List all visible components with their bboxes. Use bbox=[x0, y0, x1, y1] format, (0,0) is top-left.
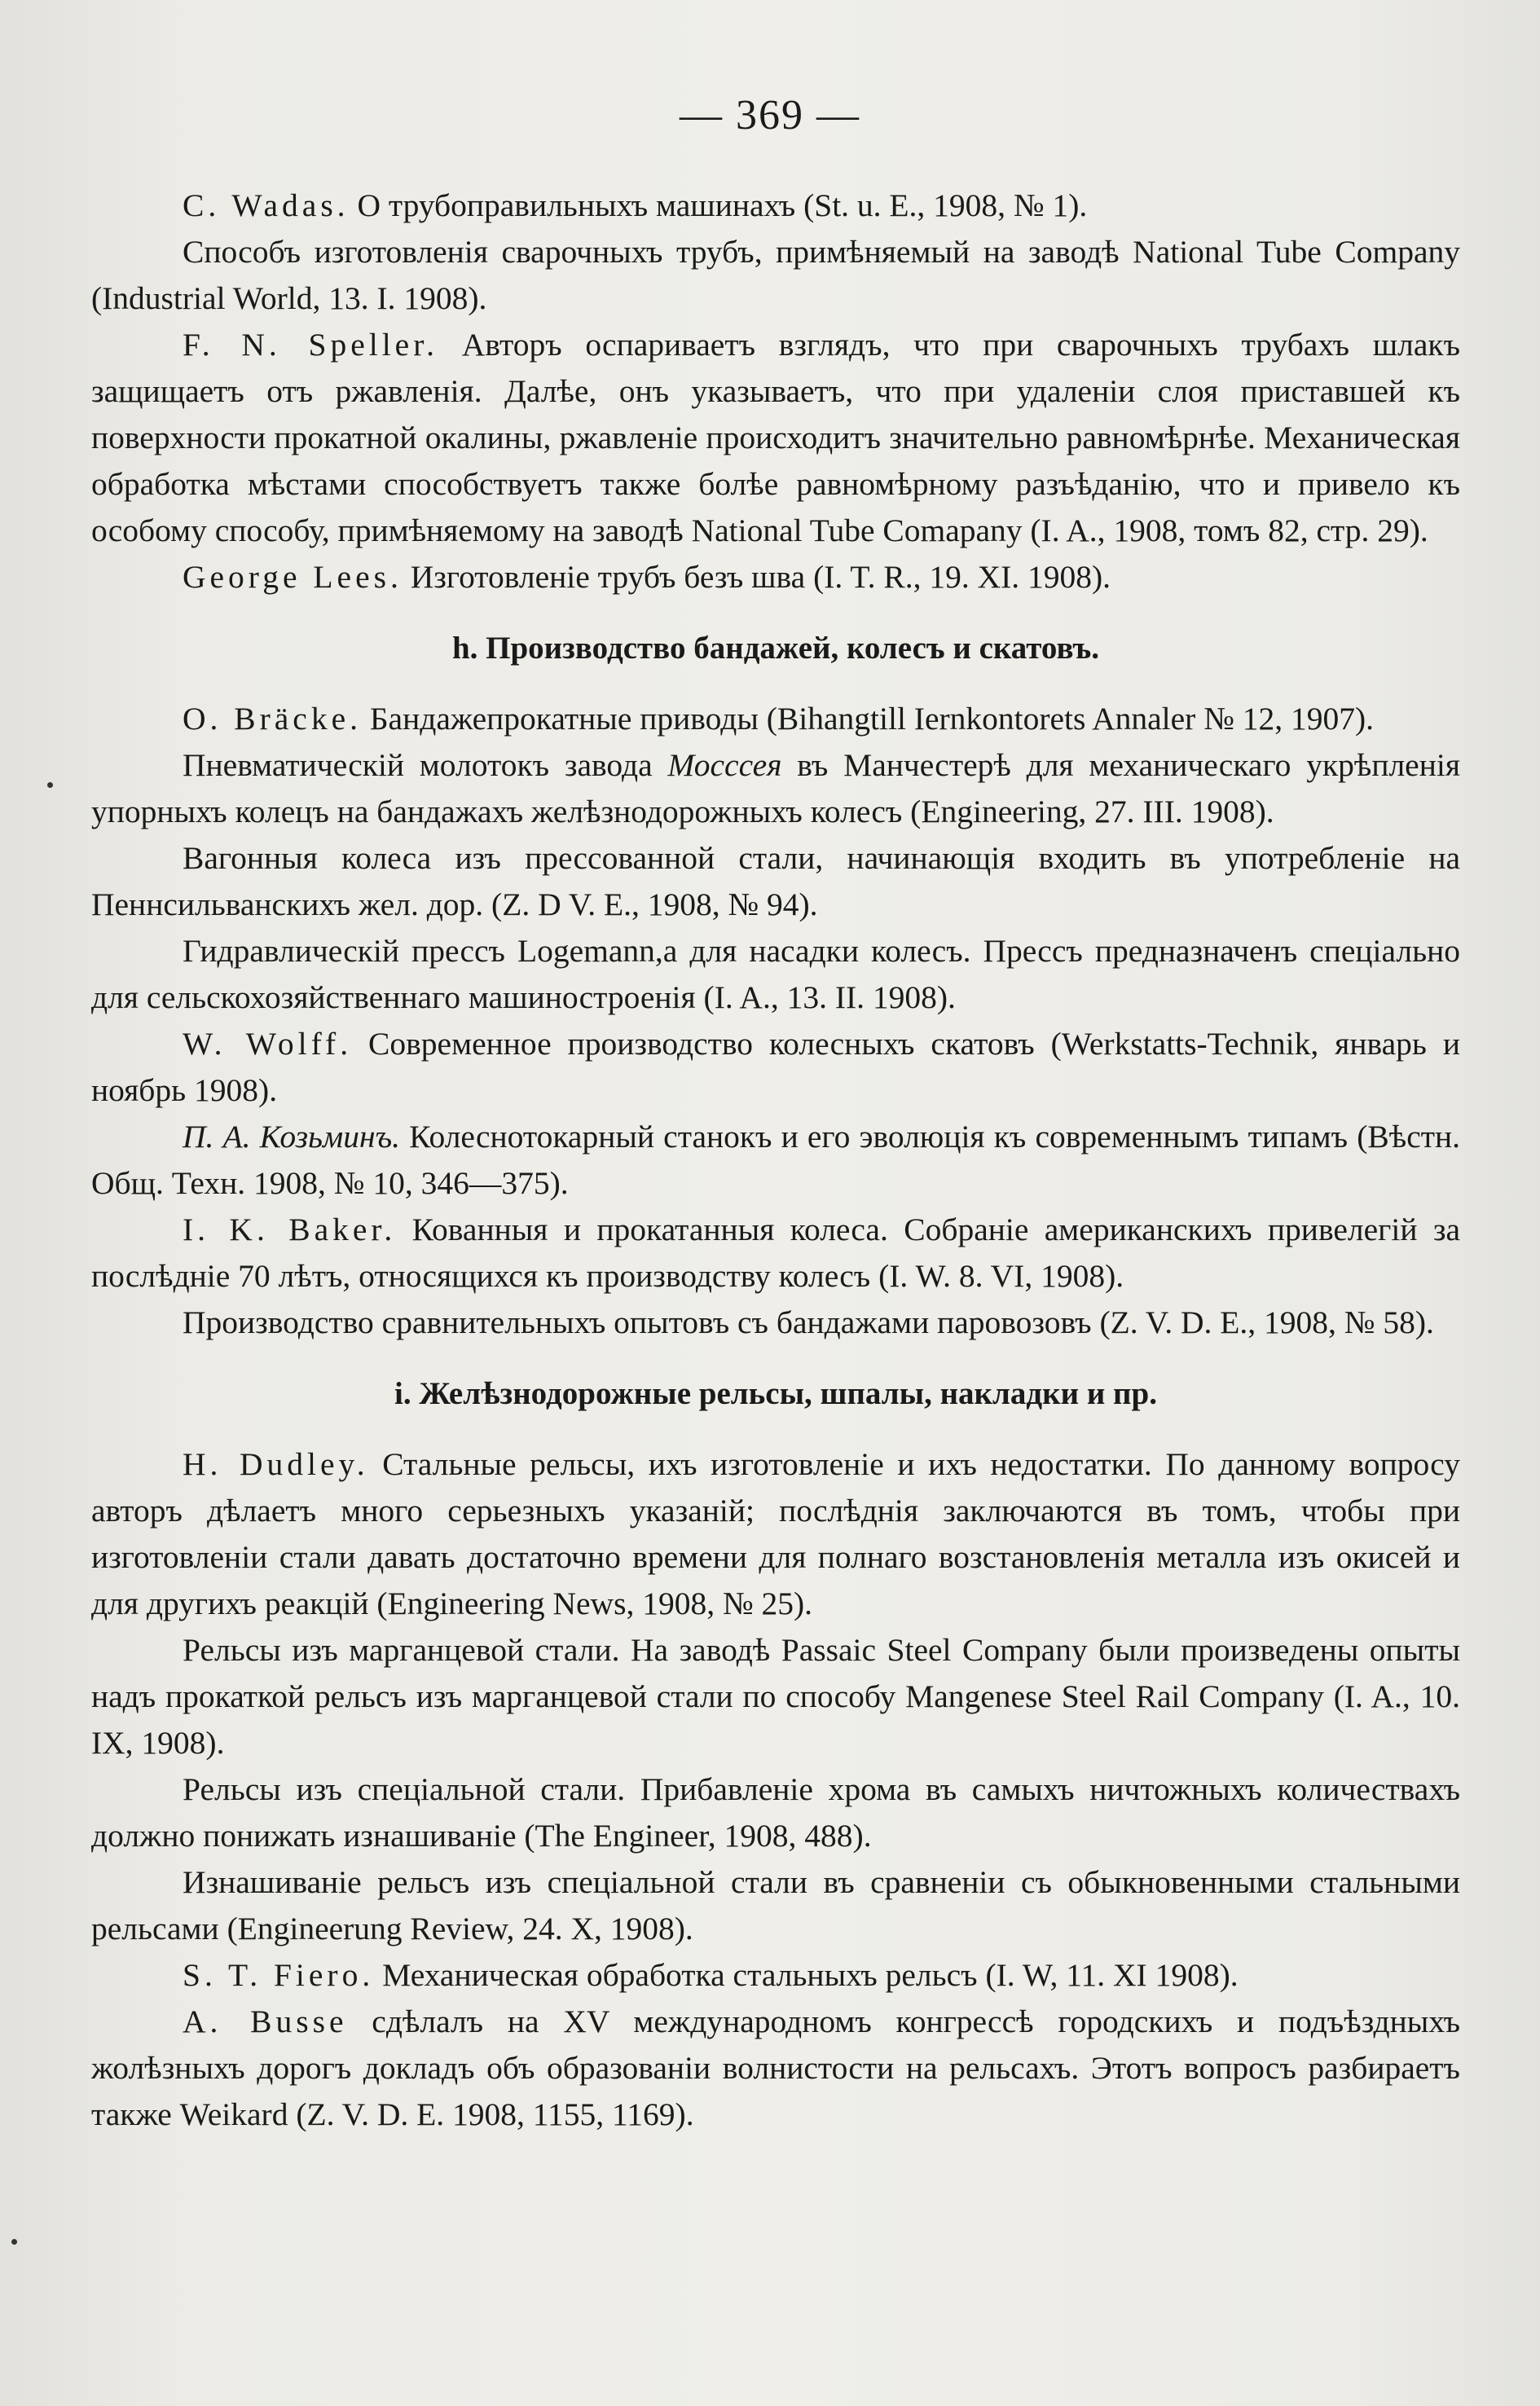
entry-lees bbox=[91, 554, 1460, 600]
entry-text: Изготовленіе трубъ безъ шва (I. T. R., 19. XI. 1908). bbox=[402, 559, 1111, 595]
author-name: W. Wolff. bbox=[183, 1026, 353, 1062]
entry-text: Авторъ оспариваетъ взглядъ, что при сварочныхъ трубахъ шлакъ защищаетъ отъ ржавленія. Далѣе, онъ указываетъ, что при удаленіи слоя приставшей къ поверхности прокатной окалины, ржавленіе происходитъ значительно равномѣрнѣе. Механическая обработка мѣстами способствуетъ также болѣе равномѣрному разъѣданію, что и привело къ особому способу, примѣняемому на заводѣ National Tube Comapany (I. A., 1908, томъ 82, стр. 29). bbox=[91, 327, 1460, 548]
author-name: H. Dudley. bbox=[183, 1446, 369, 1482]
author-name: O. Bräcke. bbox=[183, 701, 362, 737]
author-name: F. N. Speller. bbox=[183, 327, 439, 363]
entry-text: Рельсы изъ спеціальной стали. Прибавленіе хрома въ самыхъ ничтожныхъ количествахъ должно понижать изнашиваніе (The Engineer, 1908, 488). bbox=[91, 1771, 1460, 1854]
page-body bbox=[91, 183, 1460, 2138]
entry-text: Кованныя и прокатанныя колеса. Собраніе американскихъ привелегій за послѣдніе 70 лѣтъ, относящихся къ производству колесъ (I. W. 8. VI, 1908). bbox=[91, 1212, 1460, 1294]
author-name: I. K. Baker. bbox=[183, 1212, 397, 1247]
entry-text: Стальные рельсы, ихъ изготовленіе и ихъ недостатки. По данному вопросу авторъ дѣлаетъ много серьезныхъ указаній; послѣднія заключаются въ томъ, чтобы при изготовленіи стали давать достаточно времени для полнаго возстановленія металла изъ окисей и для другихъ реакцій (Engineering News, 1908, № 25). bbox=[91, 1446, 1460, 1621]
entry-busse bbox=[91, 1999, 1460, 2138]
italic-name: Мосссея bbox=[667, 747, 782, 783]
entry-baker bbox=[91, 1207, 1460, 1300]
entry-text: Гидравлическій прессъ Logemann,а для насадки колесъ. Прессъ предназначенъ спеціально для сельскохозяйственнаго машиностроенія (I. A., 13. II. 1908). bbox=[91, 933, 1460, 1015]
entry-wagon-wheels bbox=[91, 835, 1460, 928]
author-name: S. T. Fiero. bbox=[183, 1957, 375, 1993]
entry-pneumatic-hammer bbox=[91, 742, 1460, 835]
italic-author: П. А. Козьминъ. bbox=[183, 1119, 400, 1155]
entry-text: О трубоправильныхъ машинахъ (St. u. E., 1908, № 1). bbox=[349, 187, 1088, 223]
entry-text: сдѣлалъ на XV международномъ конгрессѣ городскихъ и подъѣздныхъ жолѣзныхъ дорогъ докладъ объ образованіи волнистости на рельсахъ. Этотъ вопросъ разбираетъ также Weikard (Z. V. D. E. 1908, 1155, 1169). bbox=[91, 2004, 1461, 2132]
entry-wolff bbox=[91, 1021, 1460, 1114]
page-number: — 369 — bbox=[680, 92, 860, 139]
entry-hydraulic-press bbox=[91, 928, 1460, 1021]
entry-manganese-rails bbox=[91, 1627, 1460, 1766]
entry-comparative-tests bbox=[91, 1300, 1460, 1346]
entry-text: Изнашиваніе рельсъ изъ спеціальной стали въ сравненіи съ обыкновенными стальными рельсами (Engineerung Review, 24. X, 1908). bbox=[91, 1864, 1460, 1946]
entry-special-steel-rails bbox=[91, 1766, 1460, 1859]
entry-text: Механическая обработка стальныхъ рельсъ (I. W, 11. XI 1908). bbox=[374, 1957, 1239, 1993]
entry-text: Современное производство колесныхъ скатовъ (Werkstatts-Technik, январь и ноябрь 1908). bbox=[91, 1026, 1460, 1108]
entry-dudley bbox=[91, 1441, 1460, 1627]
author-name: C. Wadas. bbox=[183, 187, 350, 223]
entry-speller bbox=[91, 322, 1460, 554]
entry-text: Производство сравнительныхъ опытовъ съ бандажами паровозовъ (Z. V. D. E., 1908, № 58). bbox=[183, 1304, 1434, 1340]
entry-bracke bbox=[91, 696, 1460, 742]
entry-text-after: въ Манчестерѣ для механическаго укрѣпленія упорныхъ колецъ на бандажахъ желѣзнодорожныхъ колесъ (Engineering, 27. III. 1908). bbox=[91, 747, 1460, 829]
entry-text: Рельсы изъ марганцевой стали. На заводѣ Passaic Steel Company были произведены опыты надъ прокаткой рельсъ изъ марганцевой стали по способу Mangenese Steel Rail Company (I. A., 10. IX, 1908). bbox=[91, 1632, 1460, 1761]
entry-text: Бандажепрокатные приводы (Bihangtill Iernkontorets Annaler № 12, 1907). bbox=[362, 701, 1375, 737]
entry-kozmin bbox=[91, 1114, 1460, 1207]
entry-rail-wear bbox=[91, 1859, 1460, 1952]
author-name: George Lees. bbox=[183, 559, 403, 595]
entry-wadas bbox=[91, 183, 1460, 229]
entry-text: Пневматическій молотокъ завода bbox=[183, 747, 668, 783]
author-name: A. Busse bbox=[183, 2004, 348, 2039]
entry-text: Способъ изготовленія сварочныхъ трубъ, примѣняемый на заводѣ National Tube Company (Industrial World, 13. I. 1908). bbox=[91, 234, 1460, 316]
section-heading-h: h. Производство бандажей, колесъ и скатовъ. bbox=[451, 631, 1100, 666]
entry-fiero bbox=[91, 1952, 1460, 1999]
entry-national-tube bbox=[91, 229, 1460, 322]
entry-text: Вагонныя колеса изъ прессованной стали, начинающія входить въ употребленіе на Пеннсильванскихъ жел. дор. (Z. D V. E., 1908, № 94). bbox=[91, 840, 1460, 922]
print-speck bbox=[47, 782, 53, 788]
entry-text-after: Колеснотокарный станокъ и его эволюція къ современнымъ типамъ (Вѣстн. Общ. Техн. 1908, № 10, 346—375). bbox=[91, 1119, 1460, 1201]
section-heading-i: i. Желѣзнодорожные рельсы, шпалы, накладки и пр. bbox=[394, 1376, 1157, 1411]
print-speck bbox=[11, 2239, 17, 2245]
